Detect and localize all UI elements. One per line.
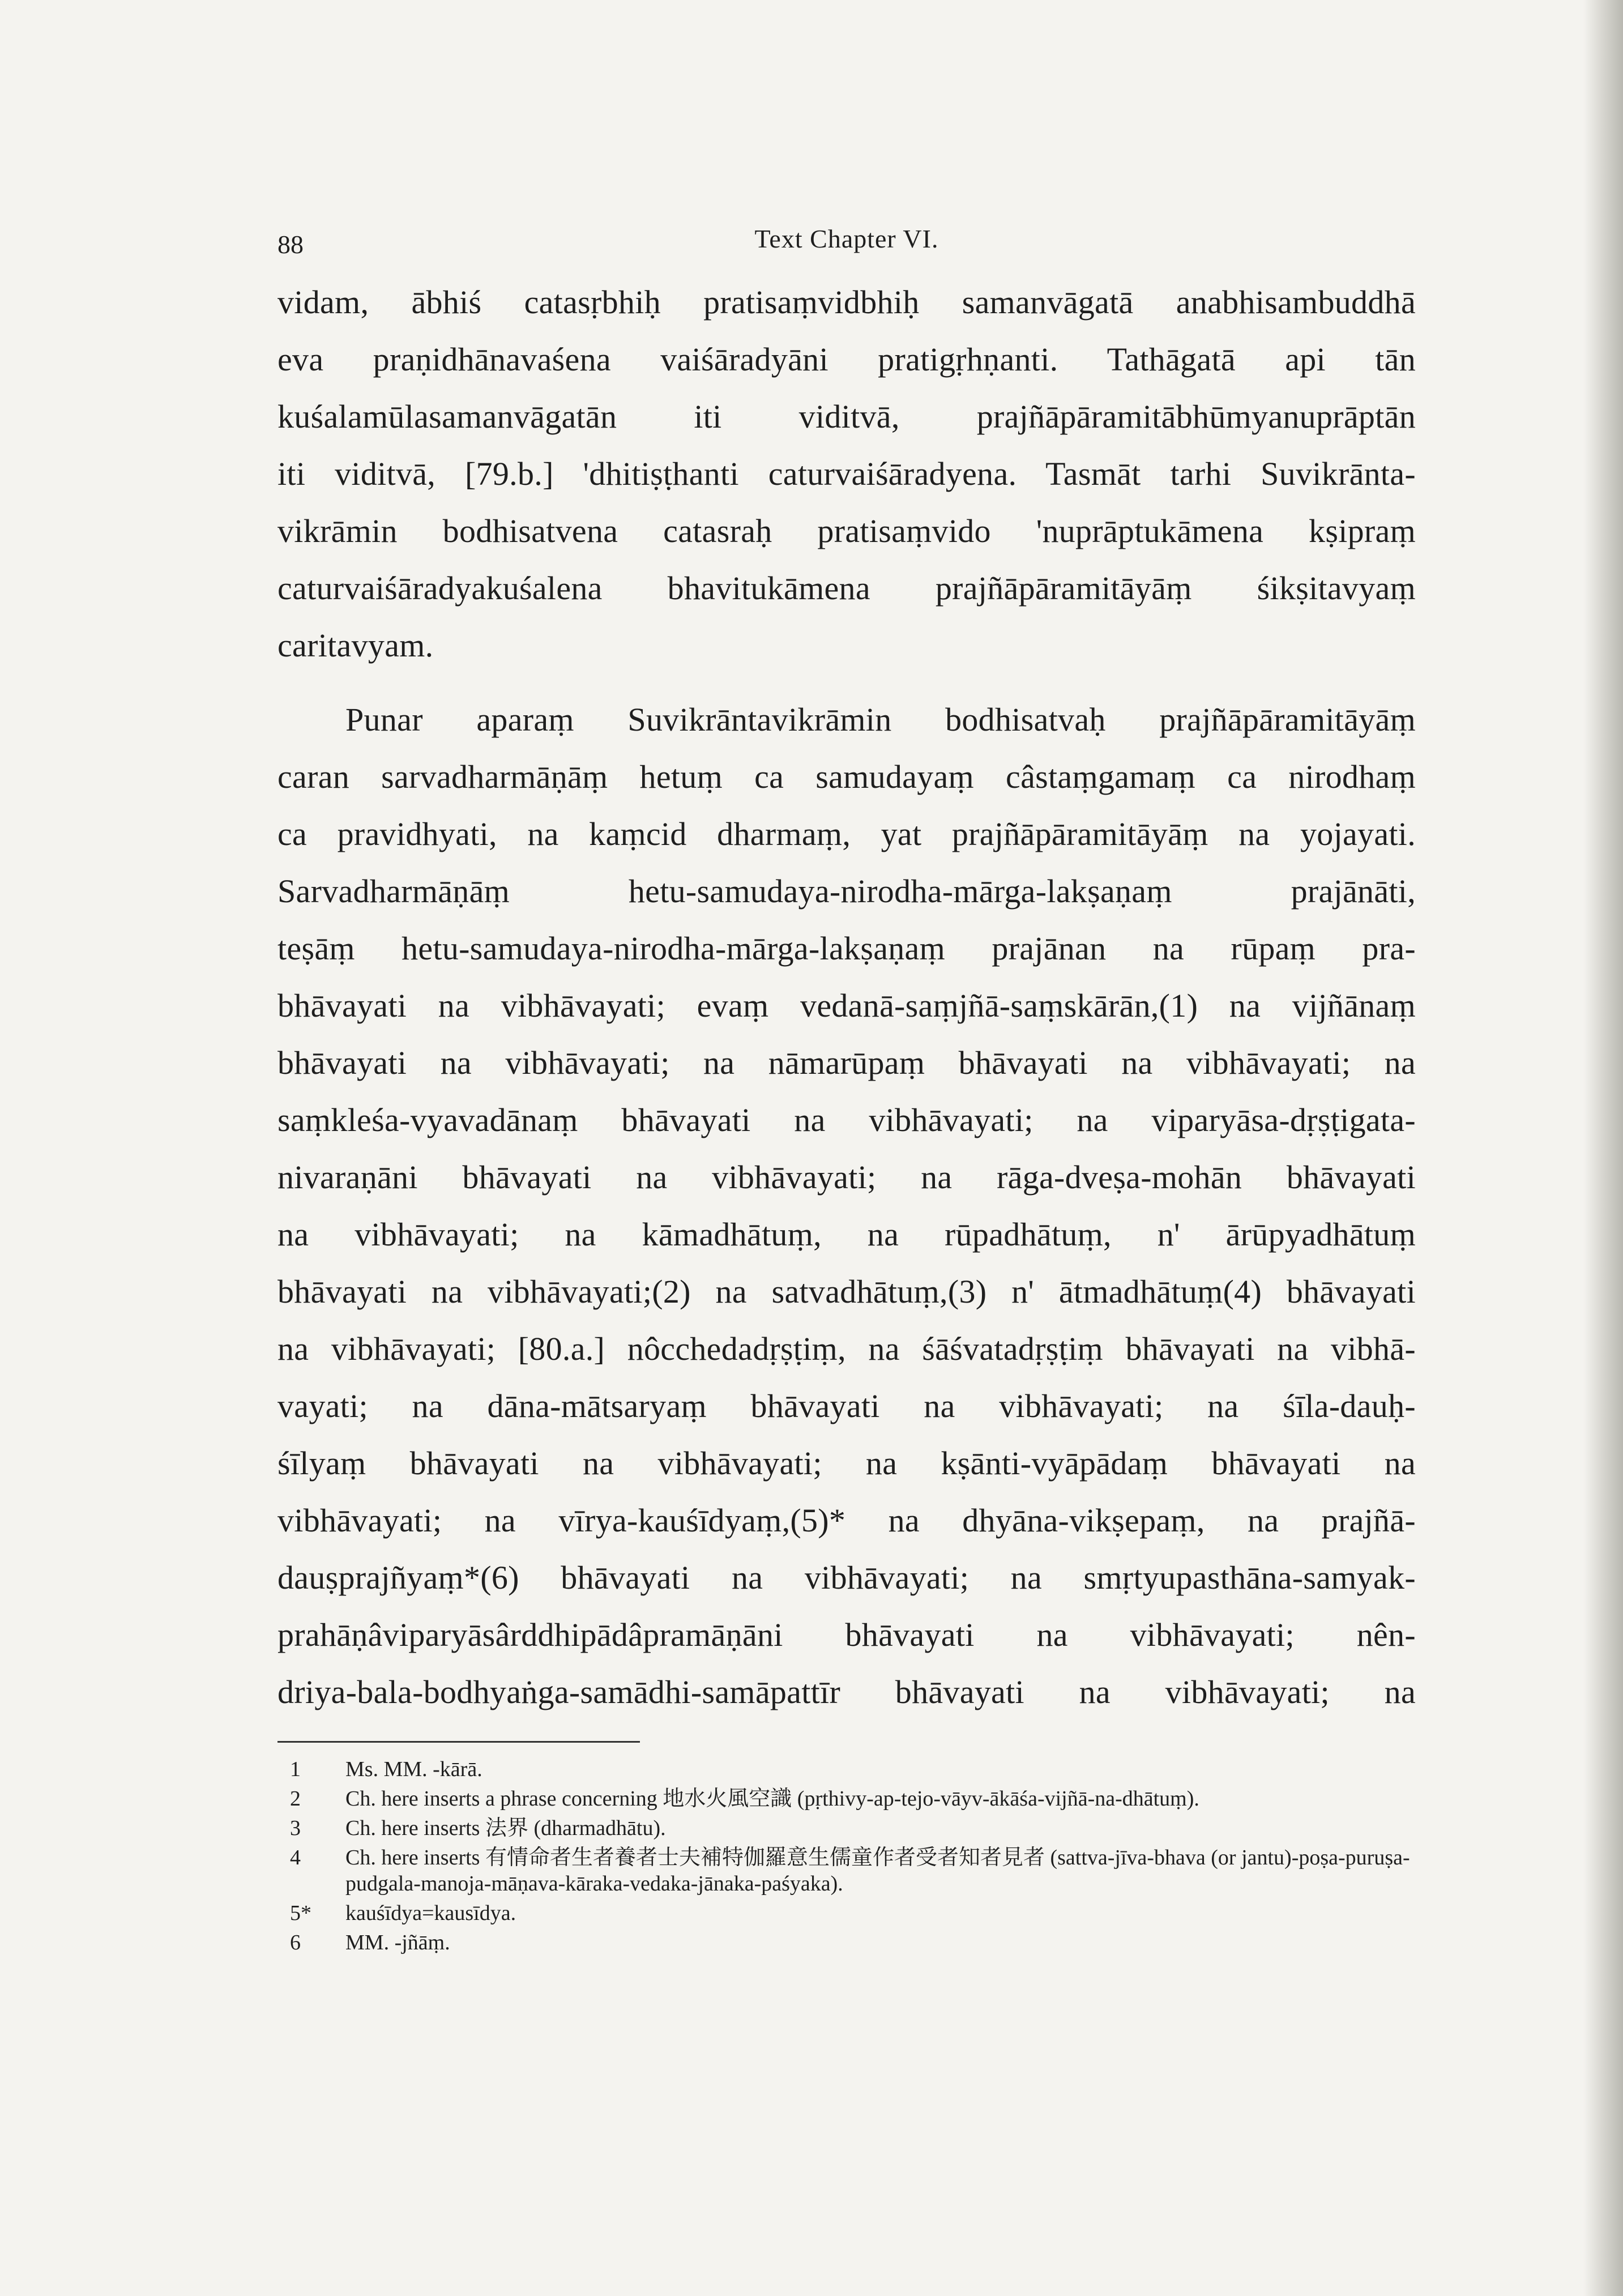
text-line: caturvaiśāradyakuśalena bhavitukāmena prajñāpāramitāyāṃ śikṣitavyaṃ (277, 570, 1416, 607)
text-line: saṃkleśa-vyavadānaṃ bhāvayati na vibhāvayati; na viparyāsa-dṛṣṭigata- (277, 1102, 1416, 1138)
footnote-divider (277, 1741, 640, 1743)
footnote-number: 1 (290, 1757, 301, 1781)
text-line: iti viditvā, [79.b.] 'dhitiṣṭhanti caturvaiśāradyena. Tasmāt tarhi Suvikrānta- (277, 455, 1416, 492)
footnote-number: 3 (290, 1816, 301, 1840)
text-line: eva praṇidhānavaśena vaiśāradyāni pratigṛhṇanti. Tathāgatā api tān (277, 341, 1416, 378)
footnote (277, 1845, 1416, 1897)
footnote (277, 1786, 1416, 1812)
footnote (277, 1815, 1416, 1841)
paragraph (277, 691, 1416, 1721)
text-line: teṣāṃ hetu-samudaya-nirodha-mārga-lakṣaṇaṃ prajānan na rūpaṃ pra- (277, 930, 1416, 967)
footnote-text: Ms. MM. -kārā. (345, 1757, 482, 1781)
footnote-text: Ch. here inserts a phrase concerning 地水火風空識 (pṛthivy-ap-tejo-vāyv-ākāśa-vijñā-na-dhātuṃ). (345, 1787, 1199, 1811)
text-line: bhāvayati na vibhāvayati; na nāmarūpaṃ bhāvayati na vibhāvayati; na (277, 1044, 1416, 1081)
body-text (277, 274, 1416, 1721)
footnote (277, 1900, 1416, 1926)
footnote-text: kauśīdya=kausīdya. (345, 1901, 516, 1925)
paragraph-gap (277, 674, 1416, 691)
text-line: na vibhāvayati; [80.a.] nôcchedadṛṣṭiṃ, na śāśvatadṛṣṭiṃ bhāvayati na vibhā- (277, 1330, 1416, 1367)
text-line: vibhāvayati; na vīrya-kauśīdyaṃ,(5)* na dhyāna-vikṣepaṃ, na prajñā- (277, 1502, 1416, 1539)
footnote-number: 4 (290, 1846, 301, 1870)
text-line: dauṣprajñyaṃ*(6) bhāvayati na vibhāvayati; na smṛtyupasthāna-samyak- (277, 1559, 1416, 1596)
footnote-text: MM. -jñāṃ. (345, 1931, 450, 1954)
text-line: bhāvayati na vibhāvayati; evaṃ vedanā-saṃjñā-saṃskārān,(1) na vijñānaṃ (277, 987, 1416, 1024)
scan-edge-shadow (1583, 0, 1623, 2296)
text-line: vidam, ābhiś catasṛbhiḥ pratisaṃvidbhiḥ samanvāgatā anabhisambuddhā (277, 284, 1416, 321)
text-line: caran sarvadharmāṇāṃ hetuṃ ca samudayaṃ câstaṃgamaṃ ca nirodhaṃ (277, 758, 1416, 795)
text-line: na vibhāvayati; na kāmadhātuṃ, na rūpadhātuṃ, n' ārūpyadhātuṃ (277, 1216, 1416, 1253)
footnote-number: 6 (290, 1931, 301, 1954)
text-line: caritavyam. (277, 627, 434, 664)
footnote-number: 2 (290, 1787, 301, 1811)
footnote-number: 5* (290, 1901, 311, 1925)
text-line: driya-bala-bodhyaṅga-samādhi-samāpattīr bhāvayati na vibhāvayati; na (277, 1674, 1416, 1710)
footnote (277, 1756, 1416, 1782)
text-line: bhāvayati na vibhāvayati;(2) na satvadhātuṃ,(3) n' ātmadhātuṃ(4) bhāvayati (277, 1273, 1416, 1310)
text-line: vayati; na dāna-mātsaryaṃ bhāvayati na vibhāvayati; na śīla-dauḥ- (277, 1388, 1416, 1424)
text-line: śīlyaṃ bhāvayati na vibhāvayati; na kṣānti-vyāpādaṃ bhāvayati na (277, 1445, 1416, 1482)
book-page (277, 224, 1416, 2093)
running-title: Text Chapter VI. (754, 224, 939, 253)
page-header (277, 224, 1416, 263)
paragraph (277, 274, 1416, 674)
footnotes (277, 1756, 1416, 1956)
footnote (277, 1930, 1416, 1956)
text-line: Punar aparaṃ Suvikrāntavikrāmin bodhisatvaḥ prajñāpāramitāyāṃ (345, 701, 1416, 738)
footnote-text: Ch. here inserts 有情命者生者養者士夫補特伽羅意生儒童作者受者知者見者 (sattva-jīva-bhava (or jantu)-poṣa-puruṣa-pudgala-manoja-māṇava-kāraka-vedaka-jānaka-paśyaka). (345, 1846, 1410, 1896)
text-line: vikrāmin bodhisatvena catasraḥ pratisaṃvido 'nuprāptukāmena kṣipraṃ (277, 513, 1416, 549)
text-line: kuśalamūlasamanvāgatān iti viditvā, prajñāpāramitābhūmyanuprāptān (277, 398, 1416, 435)
text-line: Sarvadharmāṇāṃ hetu-samudaya-nirodha-mārga-lakṣaṇaṃ prajānāti, (277, 873, 1416, 910)
text-line: prahāṇâviparyāsârddhipādâpramāṇāni bhāvayati na vibhāvayati; nên- (277, 1616, 1416, 1653)
text-line: ca pravidhyati, na kaṃcid dharmaṃ, yat prajñāpāramitāyāṃ na yojayati. (277, 816, 1416, 852)
text-line: nivaraṇāni bhāvayati na vibhāvayati; na rāga-dveṣa-mohān bhāvayati (277, 1159, 1416, 1196)
page-number: 88 (277, 230, 304, 259)
footnote-text: Ch. here inserts 法界 (dharmadhātu). (345, 1816, 666, 1840)
